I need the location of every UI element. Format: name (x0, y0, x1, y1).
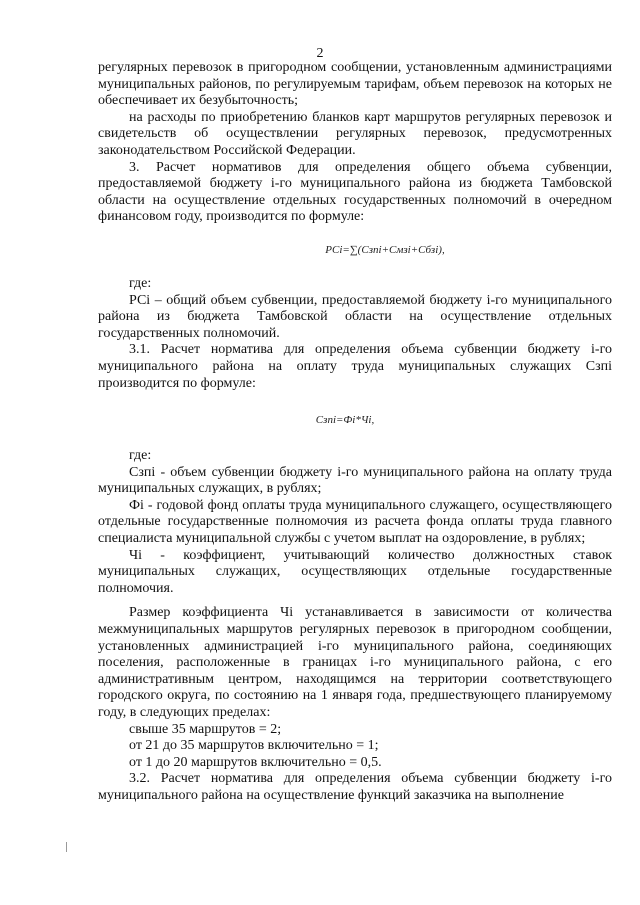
page-number: 2 (316, 46, 324, 61)
paragraph: Чi - коэффициент, учитывающий количество должностных ставок муниципальных служащих, осуществляющих отдельные государственные полномочия. (98, 547, 612, 596)
paragraph: Сзпi - объем субвенции бюджету i-го муниципального района на оплату труда муниципальных служащих, в рублях; (98, 464, 612, 497)
paragraph: 3. Расчет нормативов для определения общего объема субвенции, предоставляемой бюджету i-го муниципального района из бюджета Тамбовской области на осуществление отдельных государственных полномочий в очередном финансовом году, производится по формуле: (98, 159, 612, 225)
scan-margin-mark (66, 842, 67, 852)
where-label: где: (129, 448, 152, 464)
formula-salary-subvention: Сзпi=Фi*Чi, (315, 414, 375, 427)
list-item: от 1 до 20 маршрутов включительно = 0,5. (129, 754, 382, 770)
paragraph: РСi – общий объем субвенции, предоставляемой бюджету i-го муниципального района из бюджета Тамбовской области на осуществление отдельных государственных полномочий. (98, 292, 612, 341)
list-item: свыше 35 маршрутов = 2; (129, 721, 282, 737)
paragraph: на расходы по приобретению бланков карт маршрутов регулярных перевозок и свидетельств об осуществлении регулярных перевозок, предусмотренных законодательством Российской Федерации. (98, 109, 612, 158)
paragraph: регулярных перевозок в пригородном сообщении, установленным администрациями муниципальных районов, по регулируемым тарифам, объем перевозок на которых не обеспечивает их безубыточность; (98, 60, 612, 109)
coefficient-list (98, 722, 612, 772)
paragraph: Фi - годовой фонд оплаты труда муниципального служащего, осуществляющего отдельные государственные полномочия из расчета фонда оплаты труда главного специалиста муниципальной службы с учетом выплат на оздоровление, в рублях; (98, 497, 612, 547)
list-item: от 21 до 35 маршрутов включительно = 1; (129, 738, 379, 754)
formula-total-subvention: РСi=∑(Сзпi+Смзi+Сбзi), (325, 243, 445, 256)
paragraph: 3.1. Расчет норматива для определения объема субвенции бюджету i-го муниципального района на оплату труда муниципальных служащих Сзпi производится по формуле: (98, 342, 612, 391)
paragraph: Размер коэффициента Чi устанавливается в зависимости от количества межмуниципальных маршрутов регулярных перевозок в пригородном сообщении, установленных администрацией i-го муниципального района, соединяющих поселения, расположенные в границах i-го муниципального района, с его административным центром, находящимся на территории соответствующего городского округа, по состоянию на 1 января года, предшествующего планируемому году, в следующих пределах: (98, 605, 612, 720)
document-body (98, 60, 612, 805)
paragraph: 3.2. Расчет норматива для определения объема субвенции бюджету i-го муниципального района на осуществление функций заказчика на выполнение (98, 771, 612, 803)
where-label: где: (129, 275, 152, 291)
